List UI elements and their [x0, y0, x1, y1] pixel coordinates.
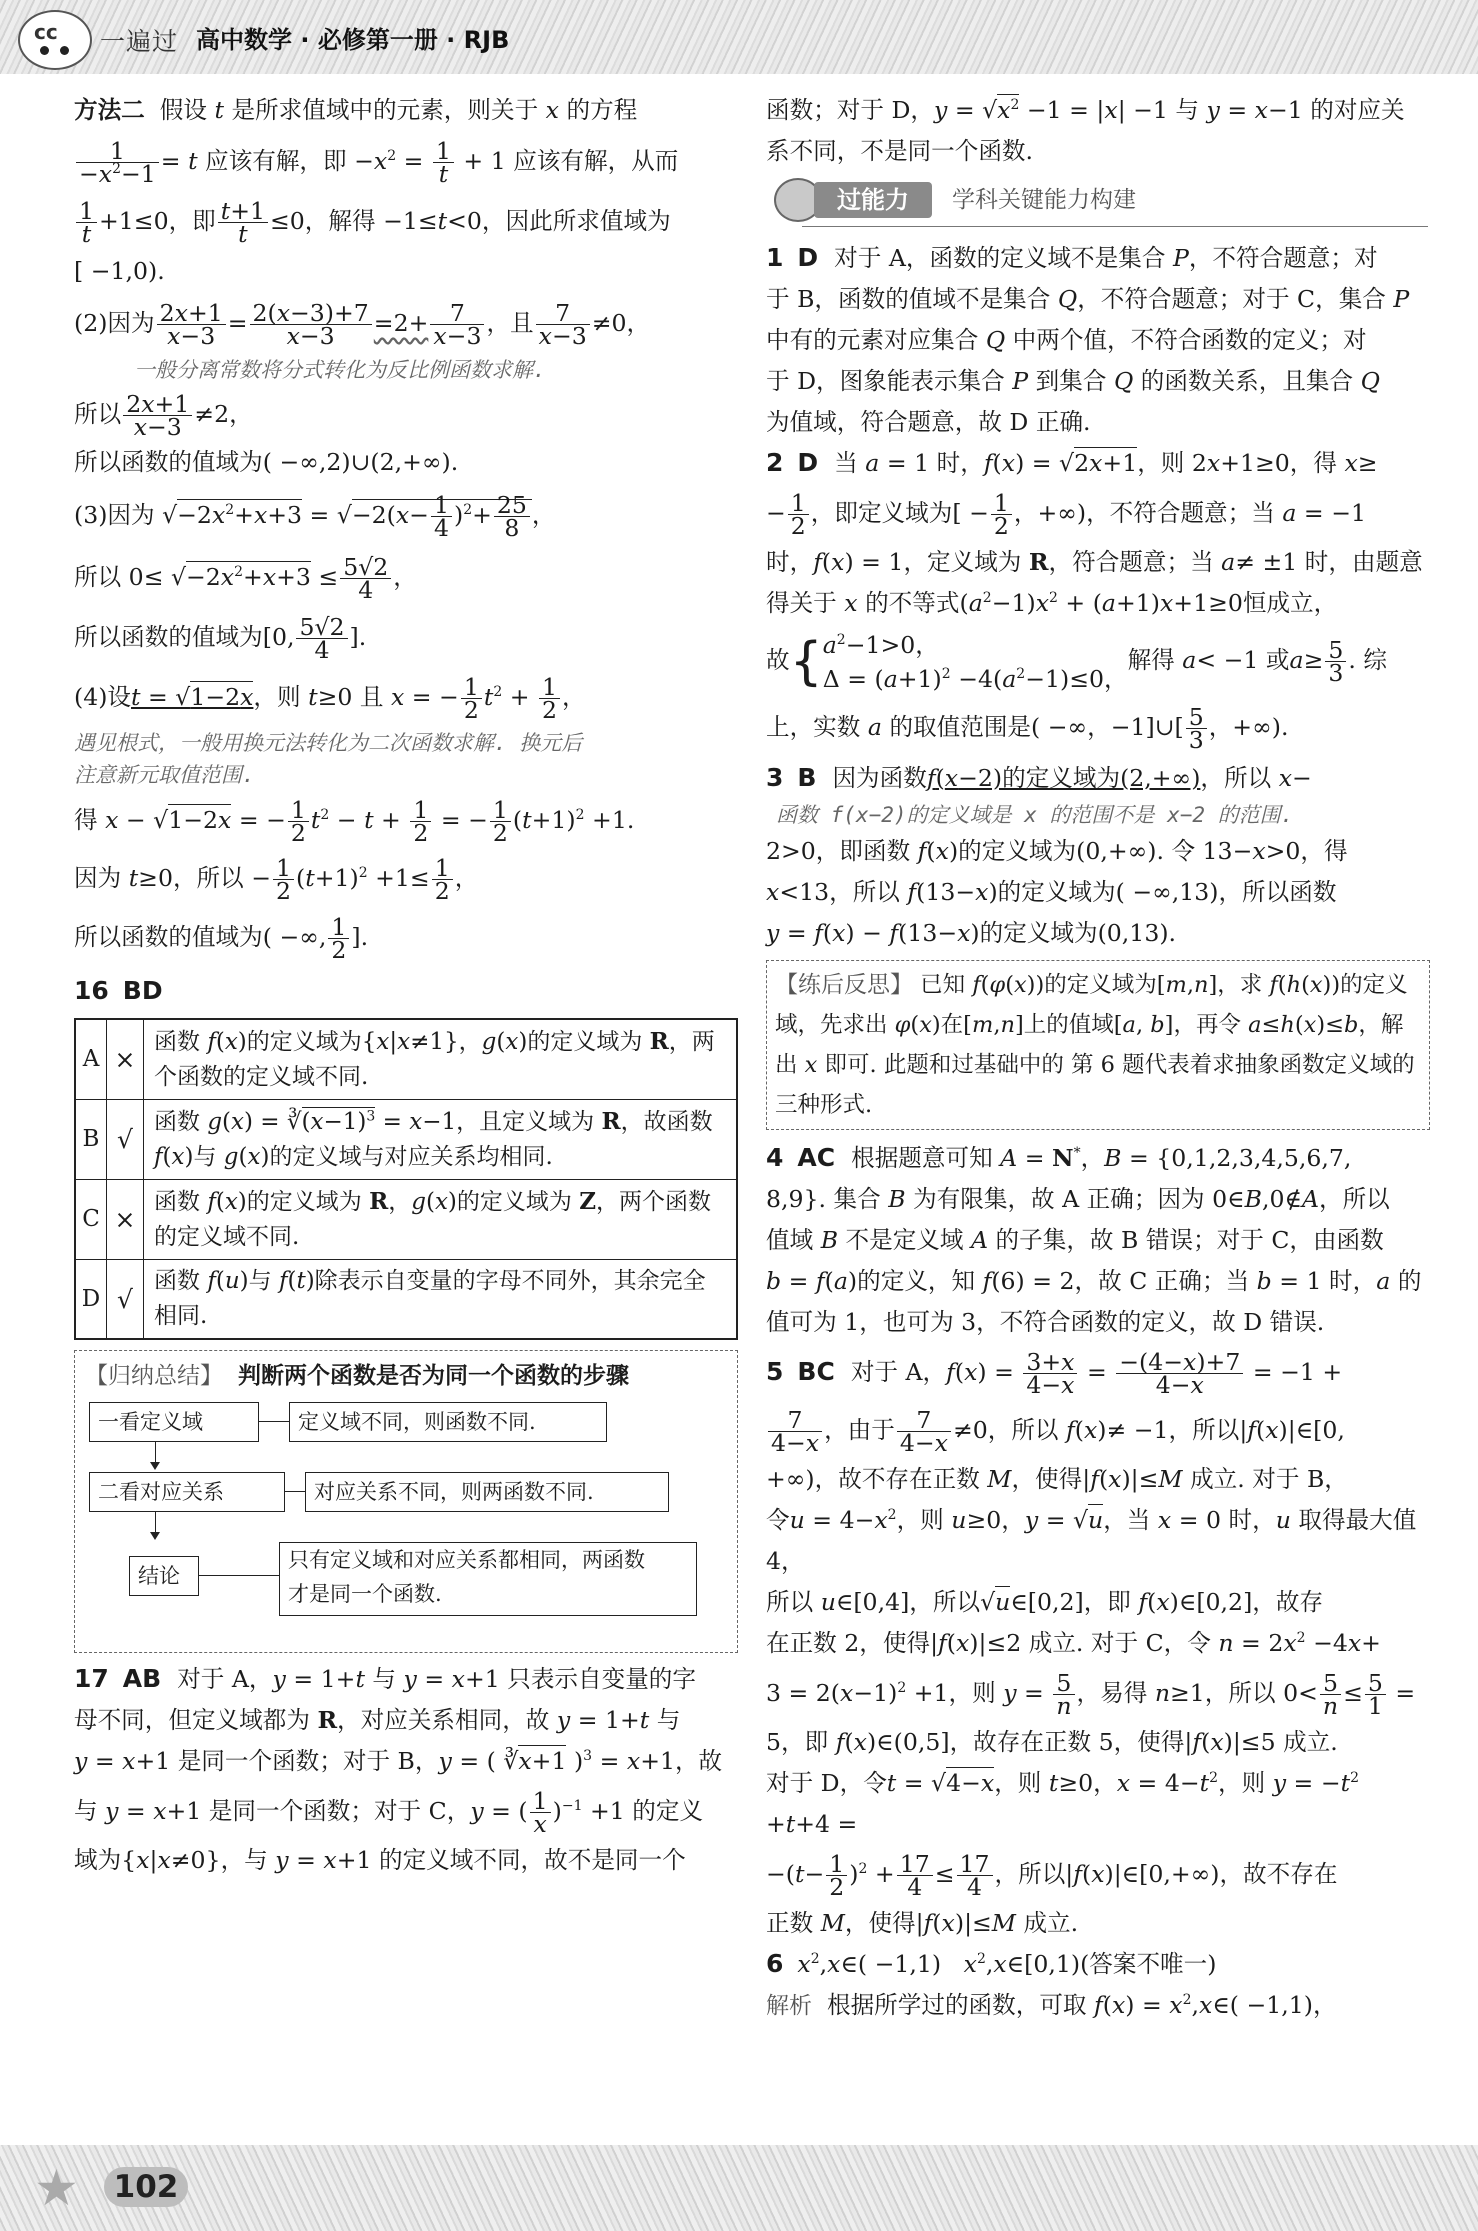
judgement-mark: √ — [107, 1100, 144, 1180]
q16-table — [74, 1018, 738, 1340]
right-column: 函数；对于 D，$y = √x^2 -1 = |x| -1$ 与 y = x−1 的对应关 系不同，不是同一个函数. 过能力 学科关键能力构建 1 D 对于 A，函数的定义域不是集合 P，不符合题意；对 于 B，函数的值域不是集合 Q，不符合题意；对于 C，集合 P 中有的元素对应集合 Q 中两个值，不符合函数的定义；对 于 D，图象能表示集合 P 到集合 Q 的函数关系，且集合 Q 为值域，符合题意，故 D 正确. 2 D 当 a = 1 时，f(x) = √2x+1，则 2x+1≥0，得 x≥ − $\frac{1}{2}$ ，即定义域为[ − $\frac{1}{2}$ ，+∞)，不符合题意；当 a = −1 时，f(x) = 1，定义域为 R，符合题意；当 a≠ ±1 时，由题意 得关于 x 的不等式$(a^2-1)x^2 + (a+1)x+1\ge 0$恒成立， 故{$a^2-1>0$， $\Delta = (a+1)^2 -4(a^2-1)\le 0$，解得 a< −1 或a≥ $\frac{5}{3}$ . 综 上，实数 a 的取值范围是( −∞，−1]∪[ $\frac{5}{3}$ ，+∞). 3 B 因为函数f(x−2)的定义域为(2,+∞)，所以 x− 函数 f(x−2)的定义域是 x 的范围不是 x−2 的范围. 2>0，即函数 f(x)的定义域为(0,+∞). 令 13−x>0，得 x<13，所以 f(13−x)的定义域为( −∞,13)，所以函数 y = f(x) − f(13−x)的定义域为(0,13). 【练后反思】 已知 f(φ(x))的定义域为[m,n]，求 f(h(x))的定义域，先求出 φ(x)在[m,n]上的值域[a, b]，再令 a≤h(x)≤b，解出 x 即可. 此题和过基础中的 第 6 题代表着求抽象函数定义域的三种形式. 4 AC 根据题意可知 A = N*，B = {0,1,2,3,4,5,6,7, 8,9}. 集合 B 为有限集，故 A 正确；因为 0∈B,0∉A，所以 值域 B 不是定义域 A 的子集，故 B 错误；对于 C，由函数 b = f(a)的定义，知 f(6) = 2，故 C 正确；当 b = 1 时，a 的 值可为 1，也可为 3，不符合函数的定义，故 D 错误. 5 BC 对于 A，f(x) = $\frac{3+x}{4-x}$ = $\frac{-(4-x)+7}{4-x}$ = −1 + $\frac{7}{4-x}$ ，由于 $\frac{7}{4-x}$ ≠0，所以 f(x)≠ −1，所以|f(x)|∈[0, +∞)，故不存在正数 M，使得|f(x)|≤M 成立. 对于 B， 令$u = 4-x^2$，则 u≥0，y = √u，当 x = 0 时，u 取得最大值 4， 所以 u∈[0,4]，所以√u∈[0,2]，即 f(x)∈[0,2]，故存 在正数 2，使得|f(x)|≤2 成立. 对于 C，令 $n = 2x^2 -4x+$ $3 = 2(x-1)^2 +1$，则 y = $\frac{5}{n}$ ，易得 n≥1，所以 0< $\frac{5}{n}$ ≤ $\frac{5}{1}$ = 5，即 f(x)∈(0,5]，故存在正数 5，使得|f(x)|≤5 成立. 对于 D，令t = √4−x，则 t≥0，$x = 4-t^2$，则 $y = -t^2 +t+4$ = −(t− $\frac{1}{2}$ )$^2$ + $\frac{17}{4}$ ≤ $\frac{17}{4}$ ，所以|f(x)|∈[0,+∞)，故不存在 正数 M，使得|f(x)|≤M 成立. 6 $x^2,x\in( -1,1)$ $x^2,x\in[0,1)$(答案不唯一) 解析 根据所学过的函数，可取 $f(x) = x^2,x\in( -1,1)$， — [766, 88, 1430, 2027]
judgement-mark: × — [107, 1019, 144, 1100]
flow-step-domain: 一看定义域 — [89, 1402, 259, 1442]
reflection-box: 【练后反思】 已知 f(φ(x))的定义域为[m,n]，求 f(h(x))的定义域，先求出 φ(x)在[m,n]上的值域[a, b]，再令 a≤h(x)≤b，解出 x 即可. 此题和过基础中的 第 6 题代表着求抽象函数定义域的三种形式. — [766, 960, 1430, 1130]
q3: 3 B 因为函数f(x−2)的定义域为(2,+∞)，所以 x− — [766, 763, 1312, 792]
reflection-label: 【练后反思】 — [775, 972, 913, 998]
section-banner — [766, 174, 1430, 232]
header — [0, 0, 1478, 74]
bottom-texture — [0, 2145, 1478, 2231]
option-label: A — [75, 1019, 107, 1100]
page-number-badge — [30, 2159, 200, 2215]
option-label: C — [75, 1180, 107, 1260]
banner-subtitle: 学科关键能力构建 — [952, 187, 1136, 213]
table-row: C × 函数 f(x)的定义域为 R，g(x)的定义域为 Z，两个函数的定义域不同. — [75, 1180, 737, 1260]
table-row: B √ 函数 $g(x) = ∛(x-1)^3 = x-1$，且定义域为 R，故函数 f(x)与 g(x)的定义域与对应关系均相同. — [75, 1100, 737, 1180]
banner-title: 过能力 — [814, 182, 932, 218]
book-title: 高中数学 · 必修第一册 · RJB — [196, 26, 510, 54]
summary-label: 【归纳总结】 — [85, 1363, 223, 1389]
q6: 6 $x^2,x\in( -1,1)$ $x^2,x\in[0,1)$(答案不唯一) — [766, 1949, 1217, 1978]
flow-result-conclusion: 只有定义域和对应关系都相同，两函数 才是同一个函数. — [279, 1542, 697, 1616]
q4: 4 AC 根据题意可知 A = N*，B = {0,1,2,3,4,5,6,7, — [766, 1143, 1352, 1172]
judgement-mark: × — [107, 1180, 144, 1260]
q16-heading: 16 BD — [74, 976, 163, 1005]
flow-result-domain: 定义域不同，则函数不同. — [289, 1402, 607, 1442]
method-two: 方法二 假设 t 是所求值域中的元素，则关于 x 的方程 — [74, 96, 638, 124]
option-label: D — [75, 1260, 107, 1340]
left-column: 方法二 假设 t 是所求值域中的元素，则关于 x 的方程 $\frac{1}{-x^2-1}$ = t 应该有解，即 $-x^2$ = $\frac{1}{t}$ + 1 应该有解，从而 $\frac{1}{t}$ +1≤0，即 $\frac{t+1}{t}$ ≤0，解得 −1≤t<0，因此所求值域为 [ −1,0). (2)因为 $\frac{2x+1}{x-3}$ = $\frac{2(x-3)+7}{x-3}$ =2+ $\frac{7}{x-3}$ ，且 $\frac{7}{x-3}$ ≠0， 一般分离常数将分式转化为反比例函数求解. 所以 $\frac{2x+1}{x-3}$ ≠2， 所以函数的值域为( −∞,2)∪(2,+∞). (3)因为 $√-2x^2+x+3 = √-2(x-$ $\frac{1}{4}$ )$^2$+ $\frac{25}{8}$ ， 所以 $0\le √-2x^2+x+3$ ≤ $\frac{5√2}{4}$ ， 所以函数的值域为[0, $\frac{5√2}{4}$ ]. (4)设t = √1−2x，则 t≥0 且 x = − $\frac{1}{2}$ $t^2$ + $\frac{1}{2}$ ， 遇见根式，一般用换元法转化为二次函数求解. 换元后 注意新元取值范围. 得 x − √1−2x = − $\frac{1}{2}$ $t^2 - t$ + $\frac{1}{2}$ = − $\frac{1}{2}$ $(t+1)^2 +1$. 因为 t≥0，所以 − $\frac{1}{2}$ $(t+1)^2 +1\le$ $\frac{1}{2}$ ， 所以函数的值域为( −∞, $\frac{1}{2}$ ]. 16 BD A × 函数 f(x)的定义域为{x|x≠1}，g(x)的定义域为 R，两个函数的定义域不同. B √ 函数 $g(x) = ∛(x-1)^3 = x-1$，且定义域为 R，故函数 f(x)与 g(x)的定义域与对应关系均相同. C × 函数 f(x)的定义域为 R，g(x)的定义域为 Z，两个函数的定义域不同. D √ 函数 f(u)与 f(t)除表示自变量的字母不同外，其余完全相同. 【归纳总结】 判断两个函数是否为同一个函数的步骤 一看定义域 定义域不同，则函数不同. 二看对应关系 对应关系不同，则两函数不同. 结论 只有定义域和对应关系都相同，两函数 才是同一个函数. 17 AB 对于 A，y = 1+t 与 y = x+1 只表示自变量的字 母不同，但定义域都为 R，对应关系相同，故 y = 1+t 与 y = x+1 是同一个函数；对于 B，y = ( ∛x+1 )$^3$ = x+1，故 与 y = x+1 是同一个函数；对于 C，y = ( $\frac{1}{x}$ )$^{-1}$ +1 的定义 域为{x|x≠0}，与 y = x+1 的定义域不同，故不是同一个 — [74, 88, 738, 1881]
q2: 2 D 当 a = 1 时，f(x) = √2x+1，则 2x+1≥0，得 x≥ — [766, 448, 1378, 477]
judgement-mark: √ — [107, 1260, 144, 1340]
brand-name: 一遍过 — [100, 27, 179, 56]
flow-step-conclusion: 结论 — [129, 1556, 199, 1596]
mascot-logo-icon: cc — [18, 10, 92, 70]
flow-step-mapping: 二看对应关系 — [89, 1472, 285, 1512]
q17: 17 AB 对于 A，y = 1+t 与 y = x+1 只表示自变量的字 — [74, 1664, 696, 1693]
q5: 5 BC 对于 A，f(x) = $\frac{3+x}{4-x}$ = $\frac{-(4-x)+7}{4-x}$ = −1 + — [766, 1348, 1343, 1399]
table-row: A × 函数 f(x)的定义域为{x|x≠1}，g(x)的定义域为 R，两个函数的定义域不同. — [75, 1019, 737, 1100]
q1: 1 D 对于 A，函数的定义域不是集合 P，不符合题意；对 — [766, 243, 1378, 272]
flowchart — [85, 1394, 727, 1644]
page-number: 102 — [104, 2167, 188, 2207]
table-row: D √ 函数 f(u)与 f(t)除表示自变量的字母不同外，其余完全相同. — [75, 1260, 737, 1340]
summary-box — [74, 1350, 738, 1653]
option-label: B — [75, 1100, 107, 1180]
star-mascot-icon: ★ — [34, 2159, 79, 2217]
summary-title: 判断两个函数是否为同一个函数的步骤 — [238, 1363, 629, 1389]
flow-result-mapping: 对应关系不同，则两函数不同. — [305, 1472, 669, 1512]
